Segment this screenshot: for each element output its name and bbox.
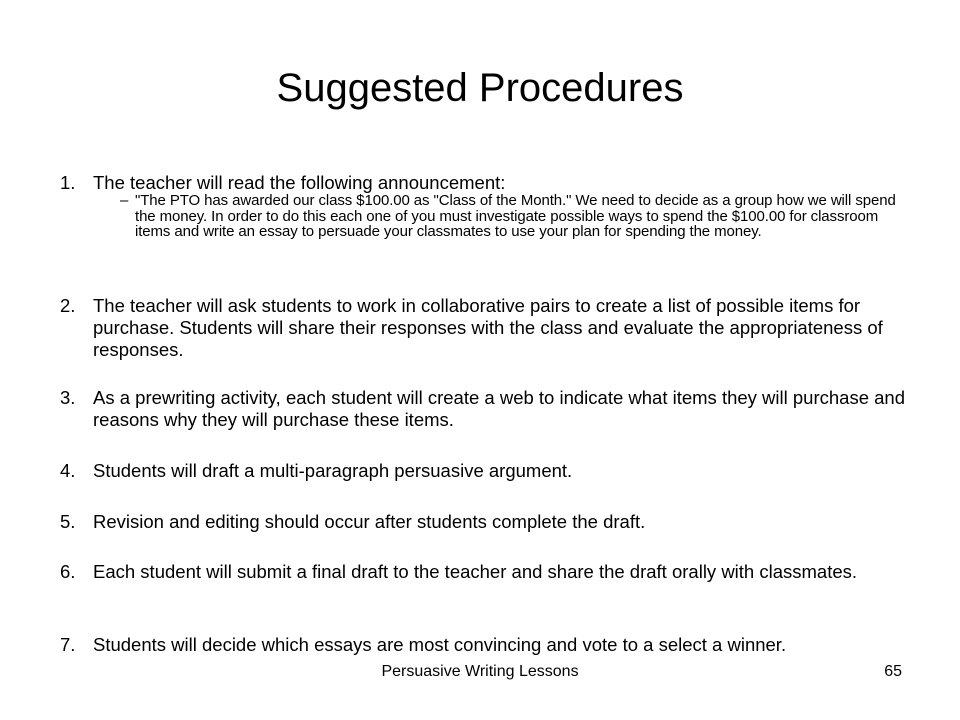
- footer-title: Persuasive Writing Lessons: [381, 663, 579, 680]
- step-4: [60, 460, 910, 482]
- announcement-sub-item: [120, 193, 900, 240]
- page-number: 65: [884, 663, 902, 680]
- step-text: Each student will submit a final draft to the teacher and share the draft orally with classmates.: [93, 561, 858, 582]
- step-text: Students will decide which essays are most convincing and vote to a select a winner.: [93, 634, 787, 655]
- step-number: 3.: [60, 387, 76, 408]
- step-number: 5.: [60, 511, 76, 532]
- sub-item-marker: –: [120, 192, 129, 209]
- step-number: 4.: [60, 460, 76, 481]
- announcement-text: "The PTO has awarded our class $100.00 as "Class of the Month." We need to decide as a group how we will spend the money. In order to do this each one of you must investigate possible ways to spend the $100.00 for classroom items and write an essay to persuade your classmates to use your plan for spending the money.: [135, 192, 896, 240]
- step-5: [60, 511, 910, 533]
- step-number: 7.: [60, 634, 76, 655]
- step-number: 1.: [60, 172, 76, 193]
- step-text: The teacher will read the following announcement:: [93, 172, 506, 193]
- step-3: [60, 387, 910, 431]
- step-2: [60, 295, 910, 361]
- step-1: [60, 172, 910, 194]
- slide-title: Suggested Procedures: [276, 66, 684, 110]
- step-text: As a prewriting activity, each student will create a web to indicate what items they will purchase and reasons why they will purchase these items.: [93, 387, 905, 430]
- step-7: [60, 634, 910, 656]
- step-number: 6.: [60, 561, 76, 582]
- step-text: Revision and editing should occur after students complete the draft.: [93, 511, 646, 532]
- step-6: [60, 561, 910, 583]
- step-number: 2.: [60, 295, 76, 316]
- step-text: Students will draft a multi-paragraph persuasive argument.: [93, 460, 573, 481]
- step-text: The teacher will ask students to work in collaborative pairs to create a list of possible items for purchase. Students will share their responses with the class and evaluate the appropriateness of responses.: [93, 295, 883, 360]
